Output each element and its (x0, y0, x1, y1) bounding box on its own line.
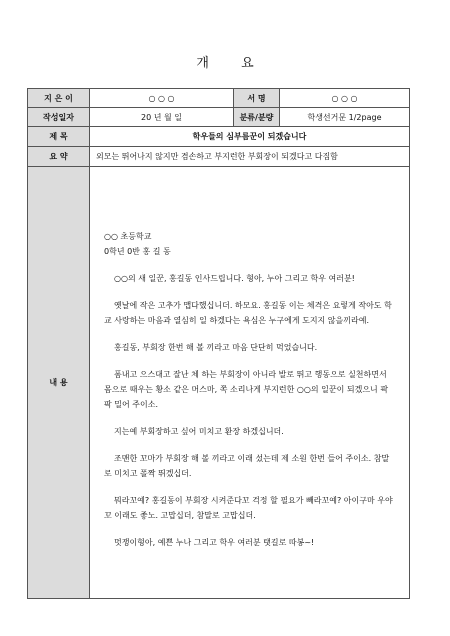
category-label: 분류/분량 (234, 108, 280, 127)
summary-value: 외모는 뛰어나지 않지만 겸손하고 부지런한 부회장이 되겠다고 다짐함 (90, 147, 410, 167)
summary-label: 요 약 (28, 147, 90, 167)
student-line: 0학년 0반 홍 길 동 (104, 247, 171, 256)
author-row (28, 89, 410, 108)
subject-label: 제 목 (28, 127, 90, 147)
school-line: ○○ 초등학교 (104, 232, 152, 241)
paragraph-intro: 옛날에 작은 고추가 맵다했십니더. 하모요. 홍길동 이는 체격은 요렇게 작아도 학교 사랑하는 마음과 열심히 일 하겠다는 욕심은 누구에게 도지지 않을끼라예. (104, 301, 392, 325)
paragraph-request: 조맨한 꼬마가 부회장 해 볼 끼라고 이래 섰는데 제 소원 한번 들어 주이소. 참말로 미치고 폴짝 뛰겠십더. (104, 454, 390, 478)
signature-label: 서 명 (234, 89, 280, 108)
date-row (28, 108, 410, 127)
subject-value: 학우들의 심부름꾼이 되겠습니다 (90, 127, 410, 147)
paragraph-closing: 멋쟁이형아, 예쁜 누나 그리고 학우 여러분 탯길로 따봉~! (114, 538, 315, 547)
paragraph-greeting: ○○의 새 일꾼, 홍길동 인사드립니다. 형아, 누아 그리고 학우 여러분! (114, 274, 355, 283)
content-row (28, 167, 410, 599)
title-char-2: 요 (241, 56, 254, 71)
paragraph-wish: 지는예 부회장하고 싶어 미치고 환장 하겠십니더. (114, 427, 284, 436)
content-body (90, 167, 410, 599)
paragraph-thanks: 뭐라꼬예? 홍길동이 부회장 시켜준다꼬 걱정 할 필요가 빼라꼬예? 아이구마 우야꼬 이래도 좋노. 고맙십더, 참말로 고맙십더. (104, 496, 393, 520)
paragraph-resolve: 홍길동, 부회장 한번 해 볼 끼라고 마음 단단히 먹었습니다. (114, 343, 318, 352)
content-label: 내 용 (28, 167, 90, 599)
subject-row (28, 127, 410, 147)
author-label: 지 은 이 (28, 89, 90, 108)
title-char-1: 개 (196, 56, 209, 71)
paragraph-promise: 폼내고 으스대고 잘난 체 하는 부회장이 아니라 발로 뛰고 행동으로 실천하면서 몸으로 때우는 황소 같은 머스마, 쪽 소리나게 부지런한 ○○의 일꾼이 되겠으니 팍팍 밀어 주이소. (104, 370, 389, 409)
date-label: 작성일자 (28, 108, 90, 127)
author-value: ○ ○ ○ (90, 89, 234, 108)
document-title (0, 52, 450, 71)
summary-row (28, 147, 410, 167)
date-value: 20 년 월 일 (90, 108, 234, 127)
overview-form (27, 88, 410, 599)
category-value: 학생선거문 1/2page (280, 108, 410, 127)
signature-value: ○ ○ ○ (280, 89, 410, 108)
